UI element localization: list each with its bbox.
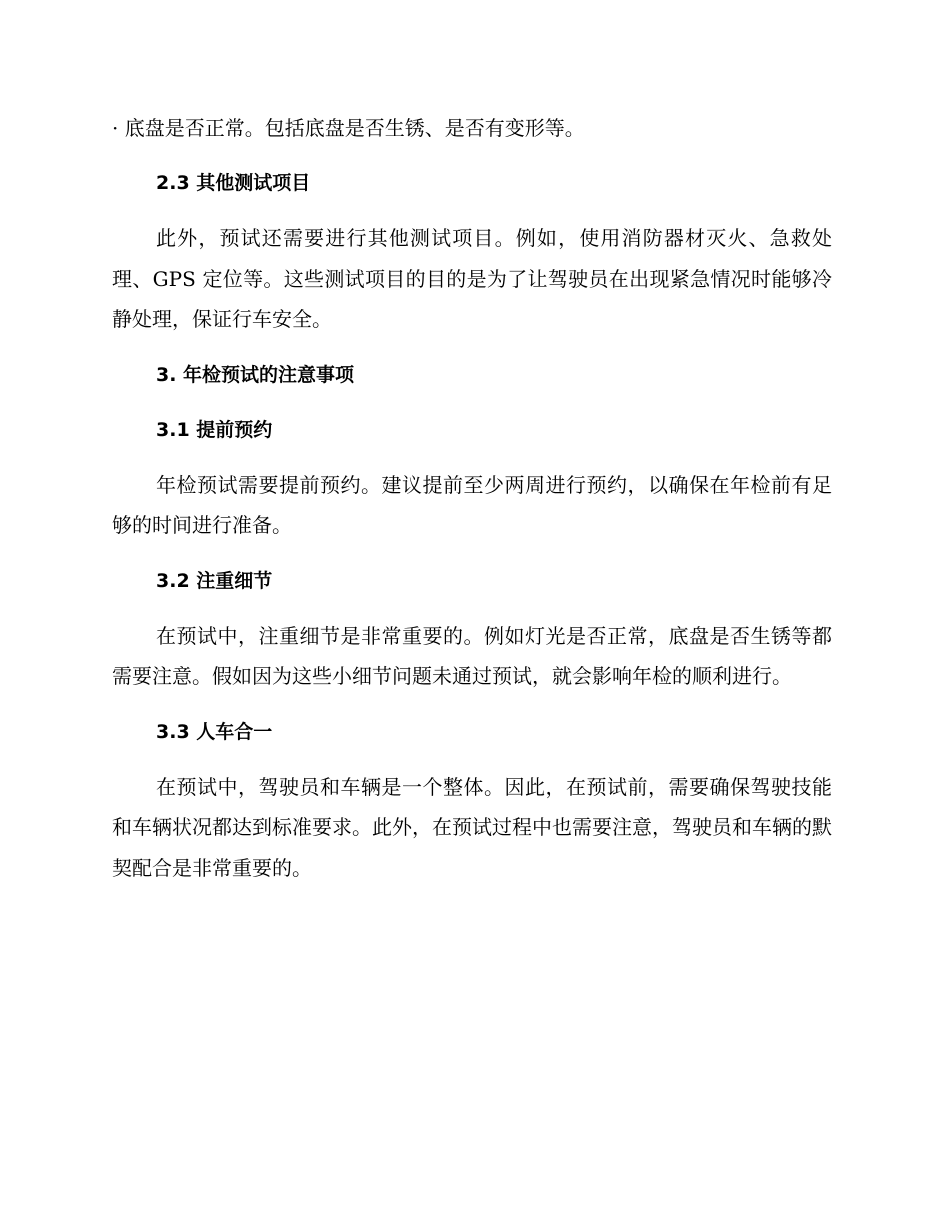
bullet-chassis-check: · 底盘是否正常。包括底盘是否生锈、是否有变形等。 [112, 116, 585, 140]
heading-2-3: 2.3 其他测试项目 [156, 172, 311, 194]
paragraph-2-3: 此外，预试还需要进行其他测试项目。例如，使用消防器材灭火、急救处理、GPS 定位等。这些测试项目的目的是为了让驾驶员在出现紧急情况时能够冷静处理，保证行车安全。 [112, 226, 832, 331]
heading-3-1: 3.1 提前预约 [156, 418, 273, 441]
heading-3: 3. 年检预试的注意事项 [156, 363, 355, 386]
paragraph-3-1: 年检预试需要提前预约。建议提前至少两周进行预约，以确保在年检前有足够的时间进行准备。 [112, 472, 832, 537]
paragraph-3-2: 在预试中，注重细节是非常重要的。例如灯光是否正常，底盘是否生锈等都需要注意。假如因为这些小细节问题未通过预试，就会影响年检的顺利进行。 [112, 623, 832, 688]
heading-3-3: 3.3 人车合一 [156, 720, 273, 743]
paragraph-3-3: 在预试中，驾驶员和车辆是一个整体。因此，在预试前，需要确保驾驶技能和车辆状况都达到标准要求。此外，在预试过程中也需要注意，驾驶员和车辆的默契配合是非常重要的。 [112, 774, 832, 880]
document-page [112, 108, 832, 903]
heading-3-2: 3.2 注重细节 [156, 569, 273, 592]
